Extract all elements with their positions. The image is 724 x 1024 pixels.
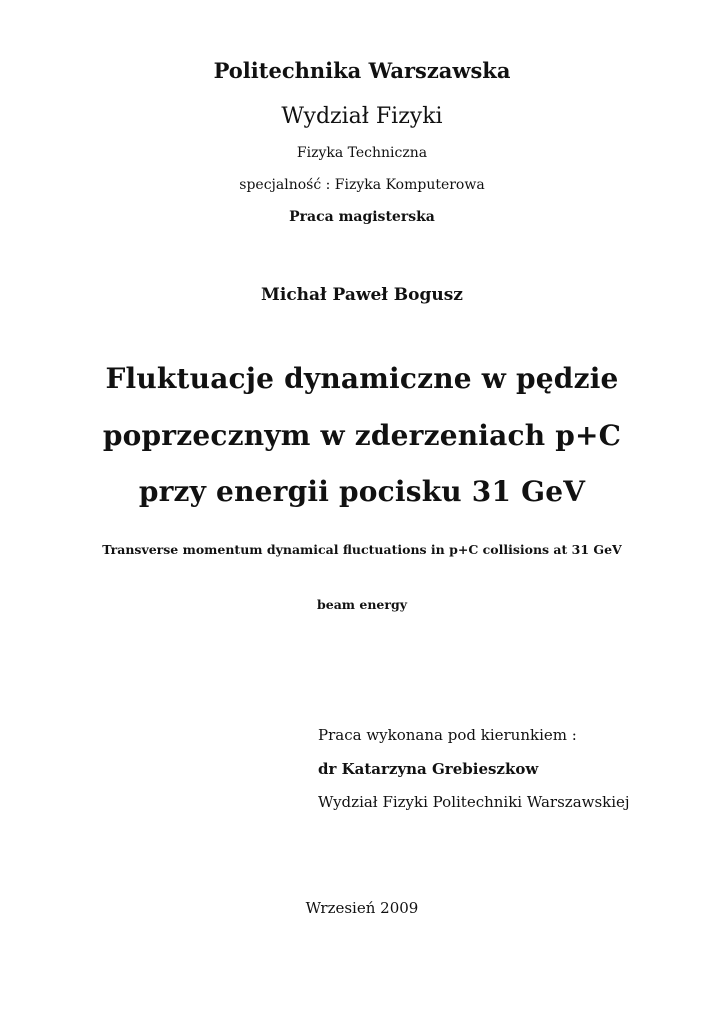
english-title-line-1: Transverse momentum dynamical fluctuations in p+C collisions at 31 GeV <box>102 542 622 557</box>
supervisor-department: Wydział Fizyki Politechniki Warszawskiej <box>318 793 630 811</box>
faculty-name: Wydział Fizyki <box>281 104 443 129</box>
author-name: Michał Paweł Bogusz <box>261 285 463 305</box>
thesis-title-line-3: przy energii pocisku 31 GeV <box>138 475 586 508</box>
english-title-line-2: beam energy <box>317 597 407 612</box>
thesis-title-line-2: poprzecznym w zderzeniach p+C <box>102 419 622 452</box>
supervisor-name: dr Katarzyna Grebieszkow <box>318 760 539 778</box>
university-name: Politechnika Warszawska <box>213 58 511 83</box>
specialization: specjalność : Fizyka Komputerowa <box>239 177 485 193</box>
supervisor-intro: Praca wykonana pod kierunkiem : <box>318 726 577 744</box>
field-of-study: Fizyka Techniczna <box>296 145 428 161</box>
submission-date: Wrzesień 2009 <box>305 899 419 917</box>
thesis-title-line-1: Fluktuacje dynamiczne w pędzie <box>105 362 619 395</box>
thesis-type: Praca magisterska <box>289 209 435 225</box>
